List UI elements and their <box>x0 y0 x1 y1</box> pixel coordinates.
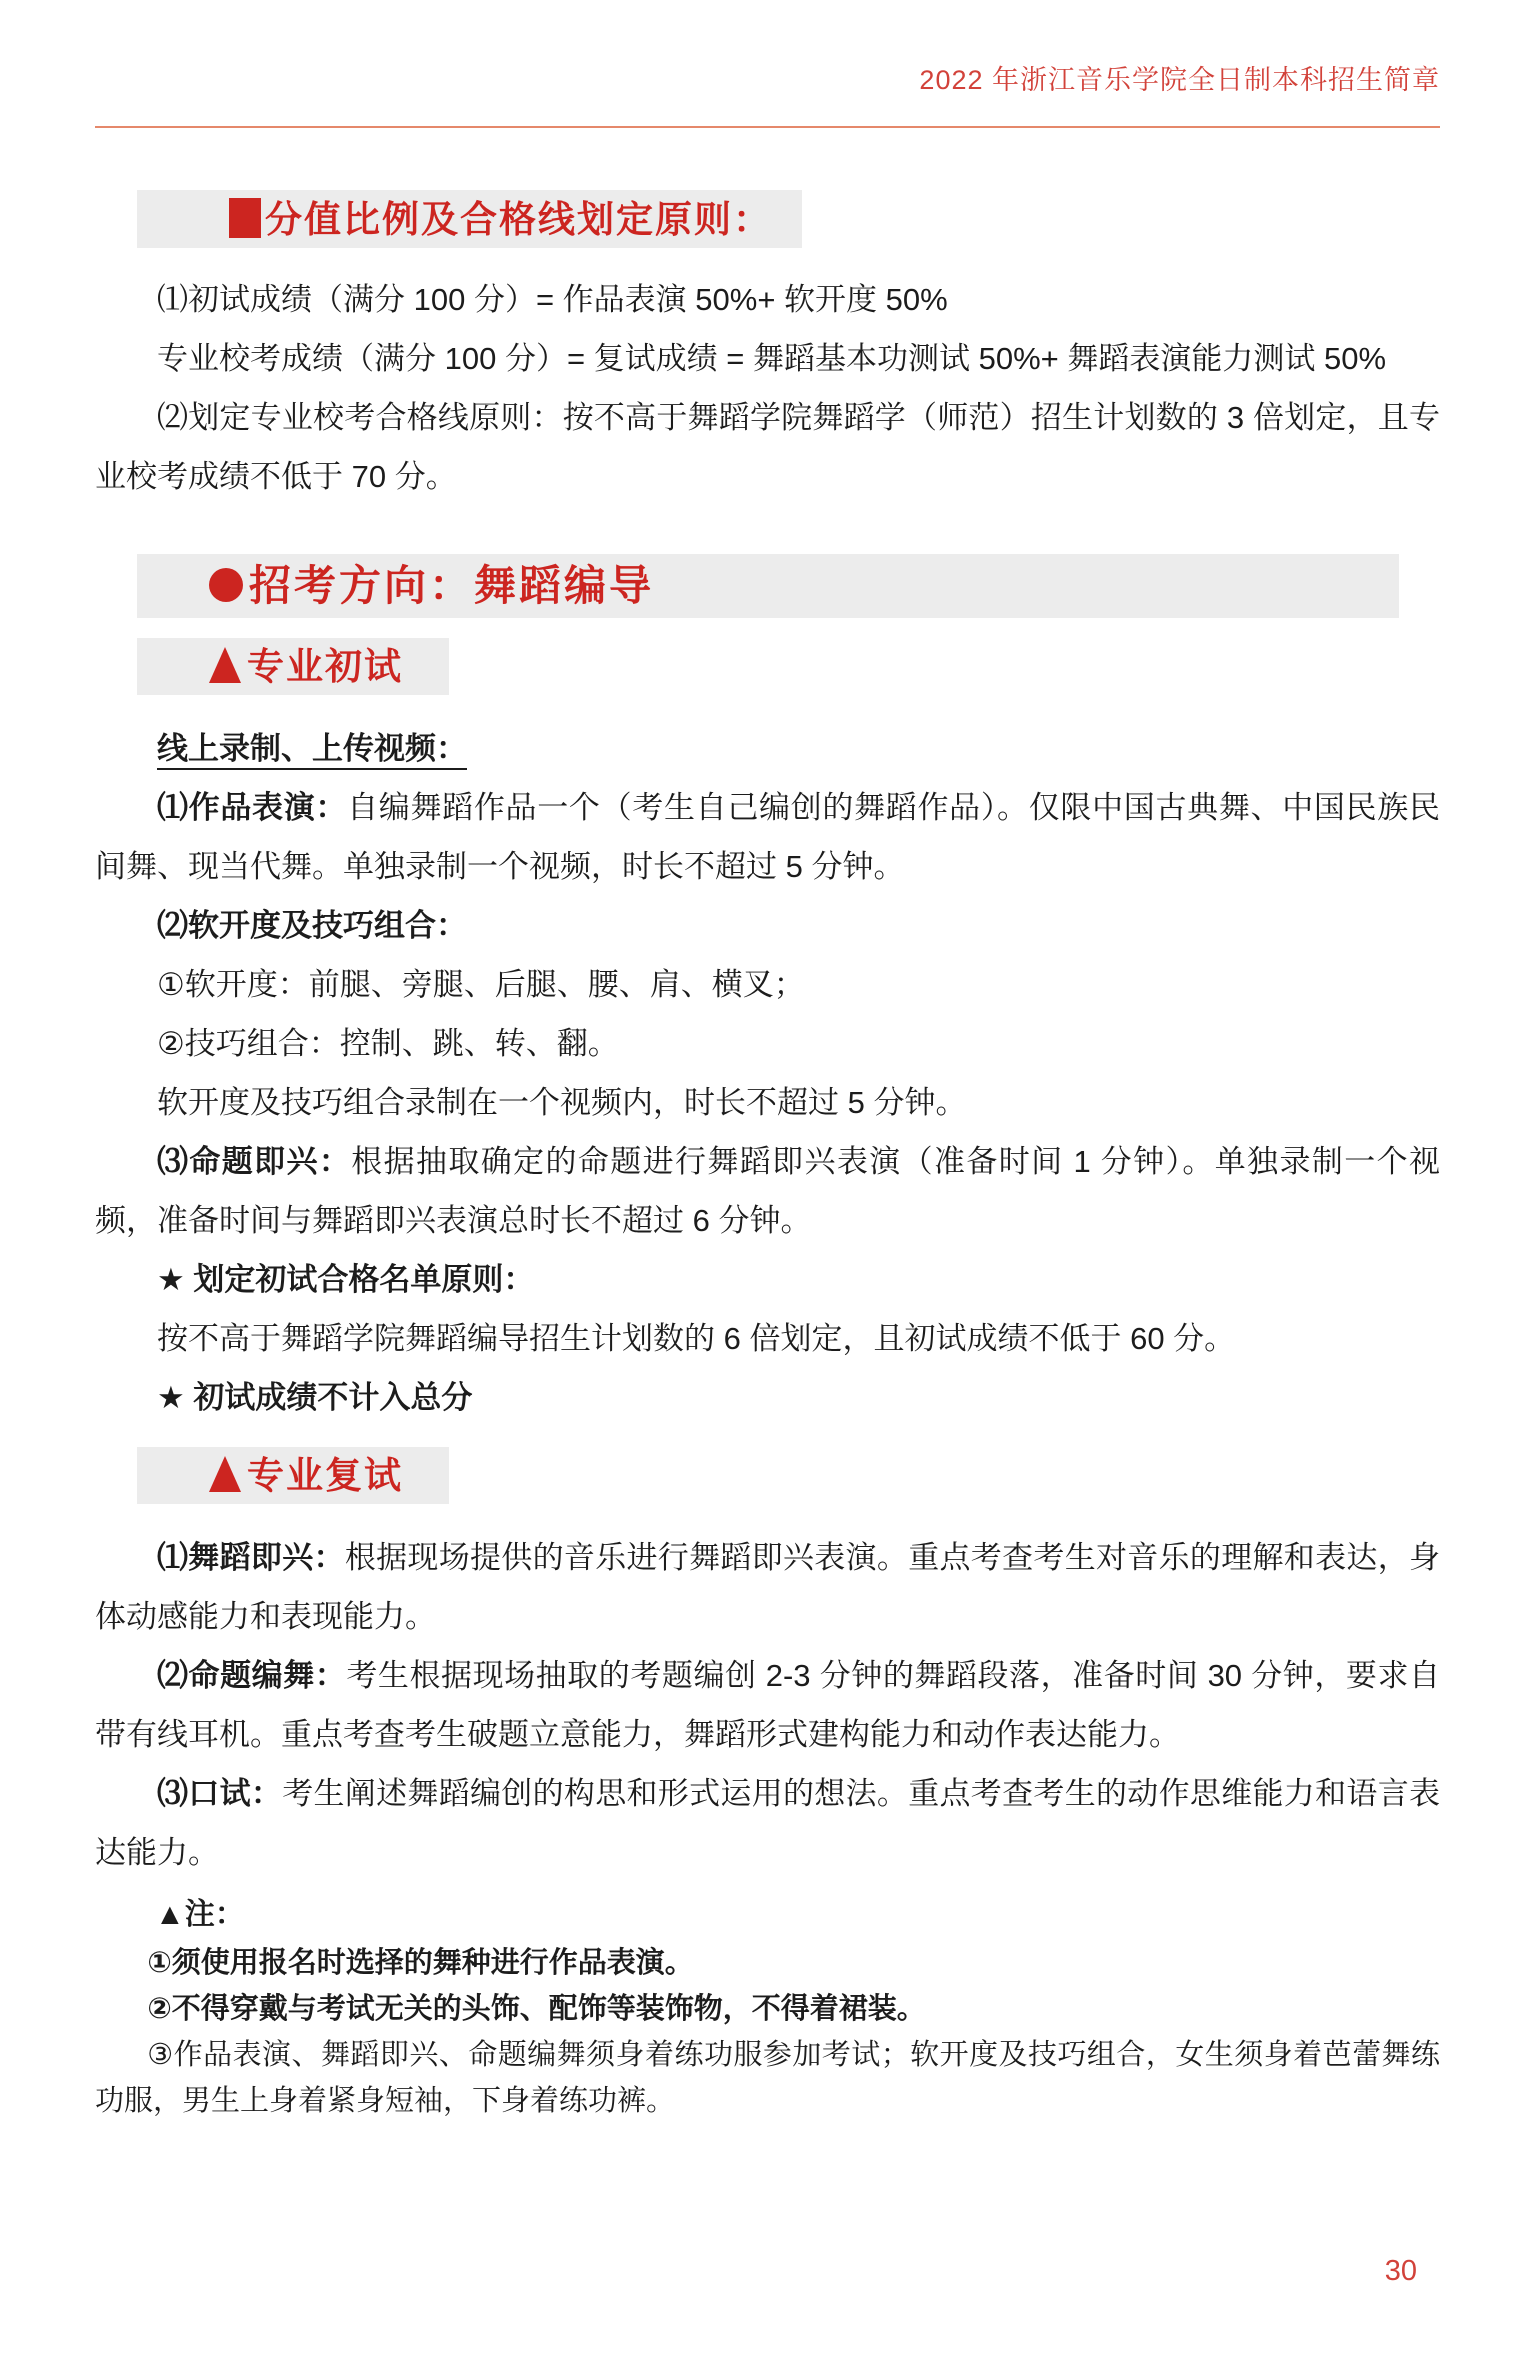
paragraph-lead: ⑴舞蹈即兴： <box>157 1540 345 1575</box>
paragraph-text: 根据现场提供的音乐进行舞蹈即兴表演。重点考查考生对音乐的理解和表达，身体动感能力和表现能力。 <box>95 1540 1441 1634</box>
paragraph-lead: ⑶命题即兴： <box>157 1144 352 1179</box>
paragraph-improvisation <box>95 1132 1440 1250</box>
paragraph-lead: ★ 划定初试合格名单原则： <box>157 1262 535 1297</box>
paragraph-oral-exam <box>95 1764 1440 1882</box>
paragraph-initial-score-formula: ⑴初试成绩（满分 100 分）= 作品表演 50%+ 软开度 50% <box>157 282 948 317</box>
paragraph-work-performance <box>95 778 1440 896</box>
section-title-final-exam <box>137 1447 449 1504</box>
paragraph-passline-rule: ⑵划定专业校考合格线原则：按不高于舞蹈学院舞蹈学（师范）招生计划数的 3 倍划定，且专业校考成绩不低于 70 分。 <box>95 400 1440 494</box>
initial-exam-heading-row <box>95 618 1440 695</box>
red-triangle-icon <box>209 1456 241 1492</box>
section-title-score-ratio <box>137 190 802 248</box>
subtitle-online-recording-text: 线上录制、上传视频： <box>157 731 467 766</box>
section-title-initial-exam <box>137 638 449 695</box>
paragraph-lead: ★ 初试成绩不计入总分 <box>157 1380 473 1415</box>
paragraph-text: 考生阐述舞蹈编创的构思和形式运用的想法。重点考查考生的动作思维能力和语言表达能力。 <box>95 1776 1440 1870</box>
red-triangle-icon <box>209 647 241 683</box>
note-item-1: ①须使用报名时选择的舞种进行作品表演。 <box>147 1947 694 1979</box>
paragraph-dance-improv <box>95 1528 1440 1646</box>
paragraph-passlist-rule-title <box>95 1250 1440 1309</box>
paragraph-lead: ⑵软开度及技巧组合： <box>157 908 467 943</box>
paragraph-text: ①软开度：前腿、旁腿、后腿、腰、肩、横叉； <box>157 967 805 1002</box>
paragraph-text: 软开度及技巧组合录制在一个视频内，时长不超过 5 分钟。 <box>157 1085 967 1120</box>
paragraph-flexibility-detail <box>95 955 1440 1014</box>
paragraph-school-exam-formula: 专业校考成绩（满分 100 分）= 复试成绩 = 舞蹈基本功测试 50%+ 舞蹈表演能力测试 50% <box>157 341 1387 376</box>
notes-label: ▲注： <box>155 1898 245 1931</box>
final-exam-heading-row <box>95 1427 1440 1504</box>
paragraph-text: ②技巧组合：控制、跳、转、翻。 <box>157 1026 619 1061</box>
paragraph-text: 根据抽取确定的命题进行舞蹈即兴表演（准备时间 1 分钟）。单独录制一个视频，准备时间与舞蹈即兴表演总时长不超过 6 分钟。 <box>95 1144 1441 1238</box>
paragraph-text: 考生根据现场抽取的考题编创 2-3 分钟的舞蹈段落，准备时间 30 分钟，要求自带有线耳机。重点考查考生破题立意能力，舞蹈形式建构能力和动作表达能力。 <box>95 1658 1441 1752</box>
section-title-score-ratio-text: 分值比例及合格线划定原则： <box>265 199 772 240</box>
red-square-icon <box>229 198 261 238</box>
note-item-2: ②不得穿戴与考试无关的头饰、配饰等装饰物，不得着裙装。 <box>147 1993 926 2025</box>
page-content <box>95 0 1440 2124</box>
paragraph-score-not-counted <box>95 1368 1440 1427</box>
paragraph-text: 按不高于舞蹈学院舞蹈编导招生计划数的 6 倍划定，且初试成绩不低于 60 分。 <box>157 1321 1236 1356</box>
banner-exam-direction <box>137 554 1399 618</box>
section-title-initial-exam-text: 专业初试 <box>247 646 403 687</box>
running-header-text: 2022 年浙江音乐学院全日制本科招生简章 <box>919 65 1440 95</box>
section-title-final-exam-text: 专业复试 <box>247 1455 403 1496</box>
paragraph-flexibility-title <box>95 896 1440 955</box>
paragraph-text: 自编舞蹈作品一个（考生自己编创的舞蹈作品）。仅限中国古典舞、中国民族民间舞、现当代舞。单独录制一个视频，时长不超过 5 分钟。 <box>95 790 1440 884</box>
paragraph-lead: ⑴作品表演： <box>157 790 348 825</box>
banner-exam-direction-text: 招考方向：舞蹈编导 <box>249 562 655 609</box>
paragraph-skill-combo-detail <box>95 1014 1440 1073</box>
paragraph-lead: ⑶口试： <box>157 1776 283 1811</box>
paragraph-passlist-rule-detail <box>95 1309 1440 1368</box>
subtitle-online-recording <box>95 719 1440 778</box>
page-number: 30 <box>1384 2255 1417 2287</box>
paragraph-lead: ⑵命题编舞： <box>157 1658 347 1693</box>
note-item-3: ③作品表演、舞蹈即兴、命题编舞须身着练功服参加考试；软开度及技巧组合，女生须身着芭蕾舞练功服，男生上身着紧身短袖，下身着练功裤。 <box>95 2039 1440 2117</box>
paragraph-choreography <box>95 1646 1440 1764</box>
red-circle-icon <box>209 568 243 602</box>
paragraph-video-length <box>95 1073 1440 1132</box>
